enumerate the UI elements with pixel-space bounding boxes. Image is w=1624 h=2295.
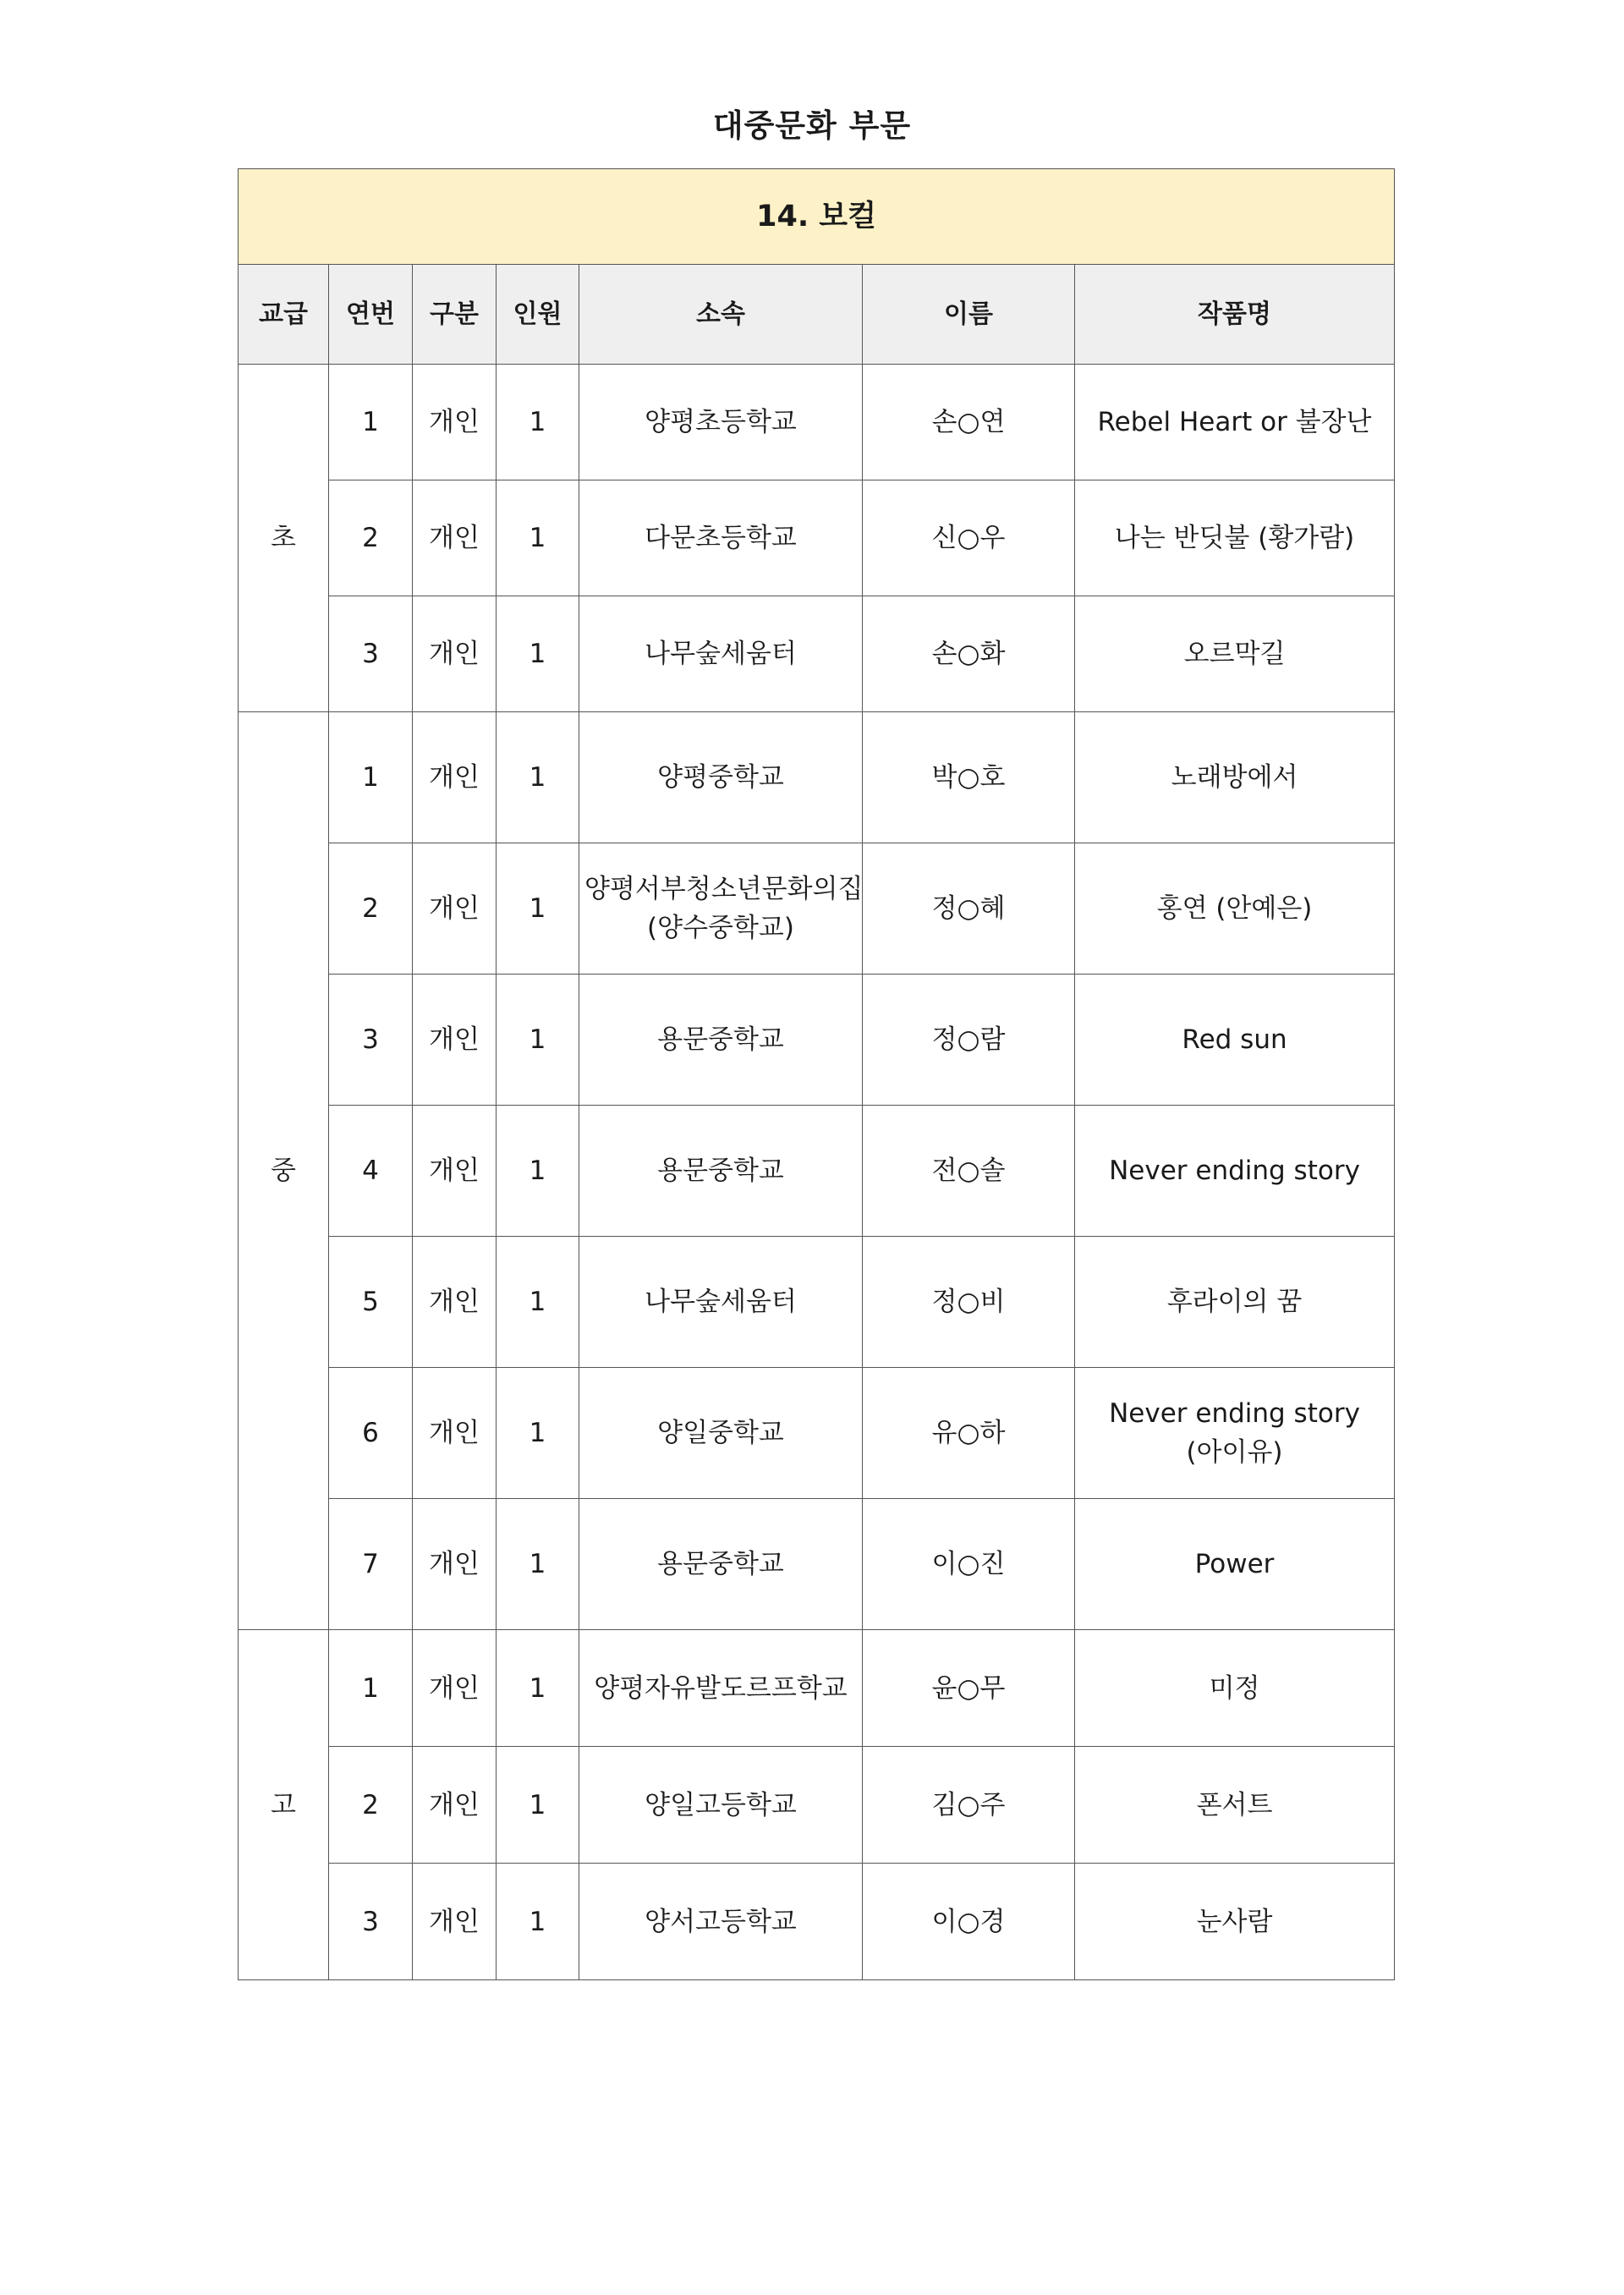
column-header-row <box>239 265 1395 365</box>
cell-name: 정○혜 <box>863 843 1075 975</box>
cell-name: 전○솔 <box>863 1106 1075 1237</box>
cell-type: 개인 <box>413 365 497 480</box>
cell-count: 1 <box>497 1864 579 1980</box>
cell-count: 1 <box>497 480 579 596</box>
cell-work: 나는 반딧불 (황가람) <box>1075 480 1395 596</box>
cell-work: 눈사람 <box>1075 1864 1395 1980</box>
cell-name: 유○하 <box>863 1368 1075 1499</box>
cell-affiliation: 나무숲세움터 <box>579 1237 863 1368</box>
table-row <box>239 1106 1395 1237</box>
cell-affiliation: 양평자유발도르프학교 <box>579 1630 863 1747</box>
vocal-entries-table <box>238 168 1395 1980</box>
table-row <box>239 1237 1395 1368</box>
cell-number: 2 <box>329 480 413 596</box>
cell-number: 3 <box>329 975 413 1106</box>
cell-name: 손○화 <box>863 596 1075 712</box>
cell-count: 1 <box>497 1747 579 1864</box>
cell-work: 미정 <box>1075 1630 1395 1747</box>
cell-work: Never ending story (아이유) <box>1075 1368 1395 1499</box>
header-count: 인원 <box>497 265 579 365</box>
cell-type: 개인 <box>413 1630 497 1747</box>
cell-count: 1 <box>497 712 579 843</box>
section-label: 14. 보컬 <box>239 169 1395 265</box>
cell-affiliation: 양일고등학교 <box>579 1747 863 1864</box>
cell-type: 개인 <box>413 1368 497 1499</box>
cell-type: 개인 <box>413 1499 497 1630</box>
level-cell-elementary: 초 <box>239 365 329 712</box>
cell-count: 1 <box>497 1630 579 1747</box>
cell-work: Red sun <box>1075 975 1395 1106</box>
cell-type: 개인 <box>413 480 497 596</box>
header-name: 이름 <box>863 265 1075 365</box>
table-row <box>239 365 1395 480</box>
cell-number: 3 <box>329 596 413 712</box>
cell-count: 1 <box>497 365 579 480</box>
cell-affiliation: 양일중학교 <box>579 1368 863 1499</box>
cell-type: 개인 <box>413 596 497 712</box>
table-row <box>239 1499 1395 1630</box>
cell-count: 1 <box>497 1368 579 1499</box>
cell-name: 신○우 <box>863 480 1075 596</box>
cell-number: 4 <box>329 1106 413 1237</box>
table-row <box>239 1747 1395 1864</box>
header-level: 교급 <box>239 265 329 365</box>
cell-name: 윤○무 <box>863 1630 1075 1747</box>
cell-type: 개인 <box>413 975 497 1106</box>
cell-name: 정○비 <box>863 1237 1075 1368</box>
cell-work: Power <box>1075 1499 1395 1630</box>
cell-type: 개인 <box>413 843 497 975</box>
cell-number: 2 <box>329 1747 413 1864</box>
cell-name: 김○주 <box>863 1747 1075 1864</box>
cell-name: 손○연 <box>863 365 1075 480</box>
cell-name: 이○진 <box>863 1499 1075 1630</box>
cell-name: 이○경 <box>863 1864 1075 1980</box>
cell-work: Rebel Heart or 불장난 <box>1075 365 1395 480</box>
cell-affiliation: 용문중학교 <box>579 1499 863 1630</box>
cell-work: 오르막길 <box>1075 596 1395 712</box>
cell-count: 1 <box>497 843 579 975</box>
header-number: 연번 <box>329 265 413 365</box>
cell-number: 6 <box>329 1368 413 1499</box>
cell-type: 개인 <box>413 1864 497 1980</box>
cell-number: 1 <box>329 1630 413 1747</box>
cell-work: 후라이의 꿈 <box>1075 1237 1395 1368</box>
cell-affiliation: 용문중학교 <box>579 975 863 1106</box>
cell-affiliation: 양평서부청소년문화의집 (양수중학교) <box>579 843 863 975</box>
table-row <box>239 480 1395 596</box>
table-row <box>239 596 1395 712</box>
cell-work: 폰서트 <box>1075 1747 1395 1864</box>
cell-number: 2 <box>329 843 413 975</box>
section-header-row <box>239 169 1395 265</box>
cell-work: 노래방에서 <box>1075 712 1395 843</box>
page-title: 대중문화 부문 <box>712 107 912 144</box>
table-row <box>239 843 1395 975</box>
cell-type: 개인 <box>413 1237 497 1368</box>
table-row <box>239 712 1395 843</box>
table-row <box>239 1630 1395 1747</box>
cell-type: 개인 <box>413 1106 497 1237</box>
cell-affiliation: 양평초등학교 <box>579 365 863 480</box>
cell-number: 1 <box>329 712 413 843</box>
header-type: 구분 <box>413 265 497 365</box>
cell-count: 1 <box>497 1237 579 1368</box>
header-work: 작품명 <box>1075 265 1395 365</box>
cell-affiliation: 양서고등학교 <box>579 1864 863 1980</box>
table-row <box>239 1368 1395 1499</box>
level-cell-high: 고 <box>239 1630 329 1980</box>
cell-number: 3 <box>329 1864 413 1980</box>
cell-name: 정○람 <box>863 975 1075 1106</box>
table-row <box>239 975 1395 1106</box>
table-row <box>239 1864 1395 1980</box>
cell-number: 1 <box>329 365 413 480</box>
level-cell-middle: 중 <box>239 712 329 1630</box>
cell-affiliation: 다문초등학교 <box>579 480 863 596</box>
cell-work: 홍연 (안예은) <box>1075 843 1395 975</box>
cell-affiliation: 용문중학교 <box>579 1106 863 1237</box>
cell-number: 7 <box>329 1499 413 1630</box>
cell-count: 1 <box>497 975 579 1106</box>
cell-count: 1 <box>497 596 579 712</box>
cell-number: 5 <box>329 1237 413 1368</box>
cell-work: Never ending story <box>1075 1106 1395 1237</box>
cell-affiliation: 양평중학교 <box>579 712 863 843</box>
cell-name: 박○호 <box>863 712 1075 843</box>
cell-type: 개인 <box>413 712 497 843</box>
cell-affiliation: 나무숲세움터 <box>579 596 863 712</box>
cell-count: 1 <box>497 1499 579 1630</box>
header-affiliation: 소속 <box>579 265 863 365</box>
cell-type: 개인 <box>413 1747 497 1864</box>
cell-count: 1 <box>497 1106 579 1237</box>
